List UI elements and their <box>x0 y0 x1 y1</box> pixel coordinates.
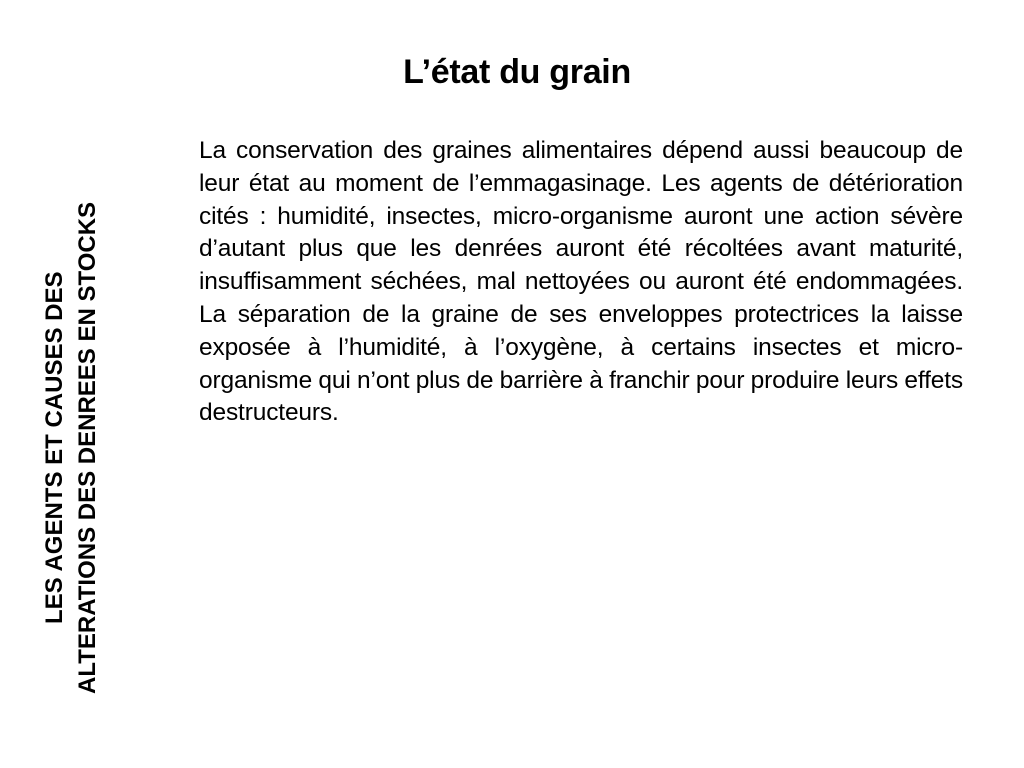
vertical-section-title: LES AGENTS ET CAUSES DES ALTERATIONS DES DENREES EN STOCKS <box>41 201 101 694</box>
slide-title: L’état du grain <box>403 53 631 91</box>
slide-body-text: La conservation des graines alimentaires dépend aussi beaucoup de leur état au moment de l’emmagasinage. Les agents de détérioration cités : humidité, insectes, micro-organisme auront une action sévère d’autant plus que les denrées auront été récoltées avant maturité, insuffisamment séchées, mal nettoyées ou auront été endommagées. La séparation de la graine de ses enveloppes protectrices la laisse exposée à l’humidité, à l’oxygène, à certains insectes et micro-organisme qui n’ont plus de barrière à franchir pour produire leurs effets destructeurs. <box>199 137 963 427</box>
